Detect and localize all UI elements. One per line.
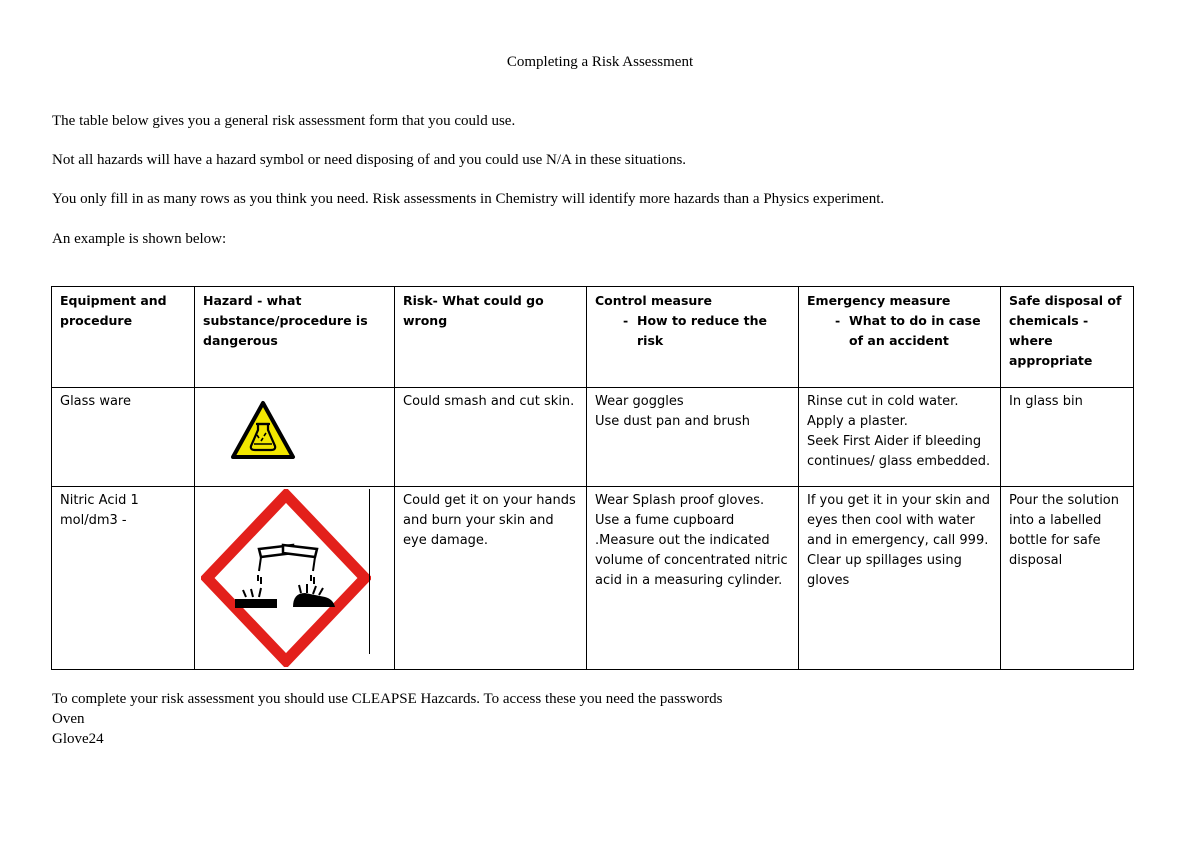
cell-risk: Could get it on your hands and burn your skin and eye damage. <box>395 487 587 670</box>
header-emergency <box>799 287 1001 388</box>
password-2: Glove24 <box>52 731 104 747</box>
risk-assessment-table <box>51 286 1134 670</box>
glassware-hazard-warning-icon <box>230 400 296 460</box>
cell-control: Wear Splash proof gloves. Use a fume cupboard .Measure out the indicated volume of concentrated nitric acid in a measuring cylinder. <box>587 487 799 670</box>
cell-equipment: Nitric Acid 1 mol/dm3 - <box>52 487 195 670</box>
page-title: Completing a Risk Assessment <box>506 54 694 70</box>
cell-emergency: If you get it in your skin and eyes then cool with water and in emergency, call 999. Clear up spillages using gloves <box>799 487 1001 670</box>
intro-paragraph: You only fill in as many rows as you think you need. Risk assessments in Chemistry will identify more hazards than a Physics experiment. <box>52 191 885 207</box>
table-row <box>52 487 1134 670</box>
cell-disposal: Pour the solution into a labelled bottle for safe disposal <box>1001 487 1134 670</box>
cell-divider <box>369 489 370 654</box>
header-control <box>587 287 799 388</box>
intro-paragraph: An example is shown below: <box>52 231 227 247</box>
cell-hazard <box>195 487 395 670</box>
cell-risk: Could smash and cut skin. <box>395 388 587 487</box>
cell-emergency: Rinse cut in cold water. Apply a plaster. Seek First Aider if bleeding continues/ glass embedded. <box>799 388 1001 487</box>
footer-instruction: To complete your risk assessment you should use CLEAPSE Hazcards. To access these you need the passwords <box>52 691 723 707</box>
header-hazard: Hazard - what substance/procedure is dangerous <box>195 287 395 388</box>
header-emergency-sub: - What to do in case of an accident <box>807 311 992 351</box>
header-equipment: Equipment and procedure <box>52 287 195 388</box>
intro-paragraph: The table below gives you a general risk assessment form that you could use. <box>52 113 516 129</box>
header-emergency-title: Emergency measure <box>807 293 951 308</box>
header-control-title: Control measure <box>595 293 712 308</box>
corrosive-ghs-icon <box>201 489 371 667</box>
table-header-row <box>52 287 1134 388</box>
cell-equipment: Glass ware <box>52 388 195 487</box>
intro-paragraph: Not all hazards will have a hazard symbol or need disposing of and you could use N/A in these situations. <box>52 152 687 168</box>
table-row <box>52 388 1134 487</box>
header-control-sub: - How to reduce the risk <box>595 311 790 351</box>
header-disposal: Safe disposal of chemicals - where appropriate <box>1001 287 1134 388</box>
password-1: Oven <box>52 711 85 727</box>
header-risk: Risk- What could go wrong <box>395 287 587 388</box>
cell-control: Wear goggles Use dust pan and brush <box>587 388 799 487</box>
cell-hazard <box>195 388 395 487</box>
cell-disposal: In glass bin <box>1001 388 1134 487</box>
